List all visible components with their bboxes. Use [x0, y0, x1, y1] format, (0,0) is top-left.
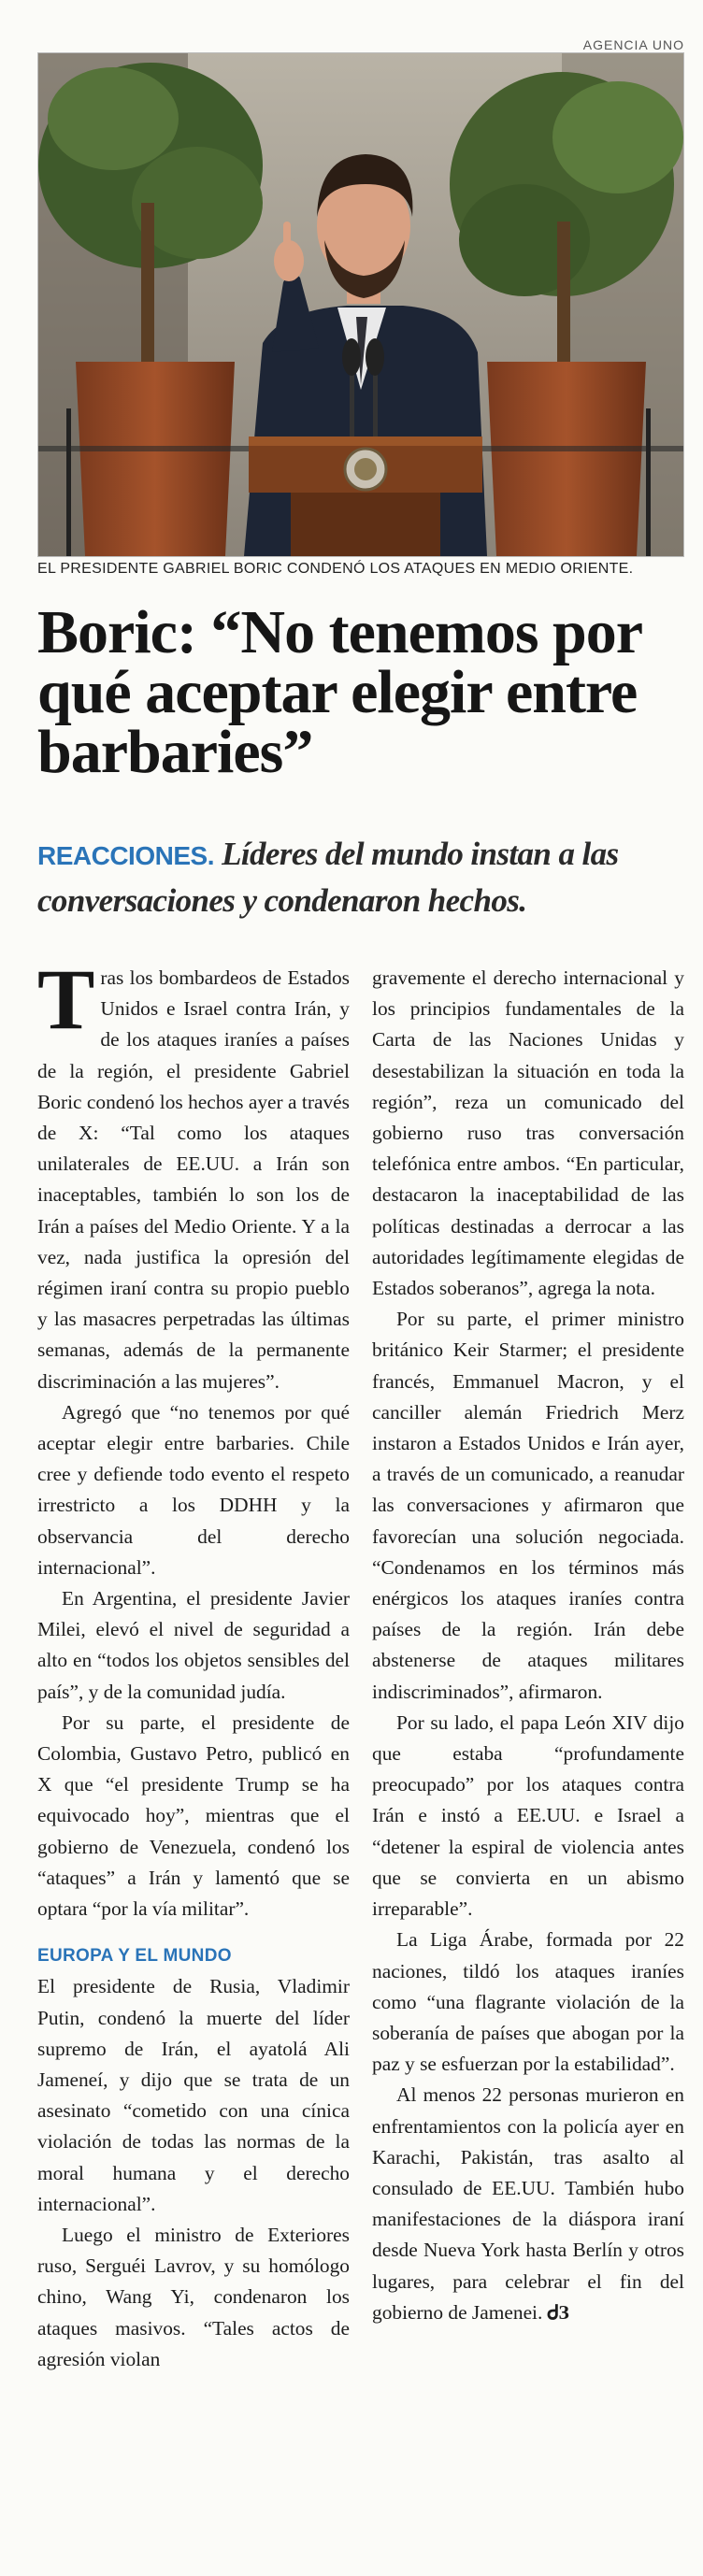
headline: Boric: “No tenemos por qué aceptar elegir entre barbaries” [37, 598, 641, 786]
paragraph: Agregó que “no tenemos por qué aceptar elegir entre barbaries. Chile cree y defiende todo evento el respeto irrestricto a los DDHH y la observancia del derecho internacional”. [37, 1400, 350, 1579]
right-planter [487, 362, 646, 556]
photo-credit: AGENCIA UNO [582, 37, 684, 52]
paragraph: Luego el ministro de Exteriores ruso, Serguéi Lavrov, y su homólogo chino, Wang Yi, condenaron los ataques masivos. “Tales actos de agresión violan [37, 2223, 350, 2370]
article-column-right [372, 963, 684, 2328]
dropcap: T [37, 952, 95, 1047]
end-mark-icon: ᏧЗ [547, 2300, 569, 2324]
paragraph: Por su parte, el primer ministro británico Keir Starmer; el presidente francés, Emmanuel Macron, y el canciller alemán Friedrich Merz instaron a Estados Unidos e Irán ayer, a través de un comunicado, a reanudar las conversaciones y afirmaron que favorecían una solución negociada. “Condenamos en los términos más enérgicos los ataques iraníes contra países de la región. Irán debe abstenerse de ataques militares indiscriminados”, afirmaron. [372, 1308, 684, 1703]
paragraph-text: Al menos 22 personas murieron en enfrentamientos con la policía ayer en Karachi, Pakistán, tras asalto al consulado de EE.UU. También hubo manifestaciones de la diáspora iraní desde Nueva York hasta Berlín y otros lugares, para celebrar el fin del gobierno de Jamenei. [372, 2083, 684, 2324]
left-planter [76, 362, 235, 556]
paragraph [37, 952, 350, 1397]
paragraph: Por su parte, el presidente de Colombia, Gustavo Petro, publicó en X que “el presidente Trump se ha equivocado hoy”, mientras que el gobierno de Venezuela, condenó los “ataques” a Irán y lamentó que se optara “por la vía militar”. [37, 1710, 350, 1921]
paragraph [372, 2080, 684, 2328]
article-column-left [37, 952, 350, 2375]
subhead [37, 832, 682, 923]
paragraph-text: ras los bombardeos de Estados Unidos e Israel contra Irán, y de los ataques iraníes a países de la región, el presidente Gabriel Boric condenó los hechos ayer a través de X: “Tal como los ataques unilaterales de EE.UU. a Irán son inaceptables, también lo son los de Irán a países del Medio Oriente. Y a la vez, nada justifica la opresión del régimen iraní contra su propio pueblo y las masacres perpetradas las últimas semanas, además de la permanente discriminación a las mujeres”. [37, 966, 350, 1393]
paragraph: El presidente de Rusia, Vladimir Putin, condenó la muerte del líder supremo de Irán, el ayatolá Ali Jameneí, y dijo que se trata de un asesinato “cometido con una cínica violación de todas las normas de la moral humana y el derecho internacional”. [37, 1975, 350, 2215]
paragraph: En Argentina, el presidente Javier Milei, elevó el nivel de seguridad a alto en “todos los objetos sensibles del país”, y de la comunidad judía. [37, 1587, 350, 1703]
subhead-text: Líderes del mundo instan a las conversaciones y condenaron hechos. [37, 836, 619, 919]
paragraph: Por su lado, el papa León XIV dijo que estaba “profundamente preocupado” por los ataques contra Irán e instó a EE.UU. e Israel a “detener la espiral de violencia antes que se convierta en un abismo irreparable”. [372, 1710, 684, 1921]
subhead-kicker: REACCIONES. [37, 841, 214, 870]
president-at-podium-photo [38, 53, 683, 556]
section-heading: EUROPA Y EL MUNDO [37, 1946, 232, 1967]
photo-caption: EL PRESIDENTE GABRIEL BORIC CONDENÓ LOS ATAQUES EN MEDIO ORIENTE. [37, 561, 634, 577]
paragraph: La Liga Árabe, formada por 22 naciones, tildó los ataques iraníes como “una flagrante violación de la soberanía de países que abogan por la paz y se esfuerzan por la estabilidad”. [372, 1928, 684, 2076]
paragraph: gravemente el derecho internacional y los principios fundamentales de la Carta de las Naciones Unidas y desestabilizan la situación en toda la región”, reza un comunicado del gobierno ruso tras conversación telefónica entre ambos. “En particular, destacaron la inaceptabilidad de las políticas destinadas a derrocar a las autoridades legítimamente elegidas de Estados soberanos”, agrega la nota. [372, 966, 684, 1300]
news-photo [37, 52, 684, 557]
